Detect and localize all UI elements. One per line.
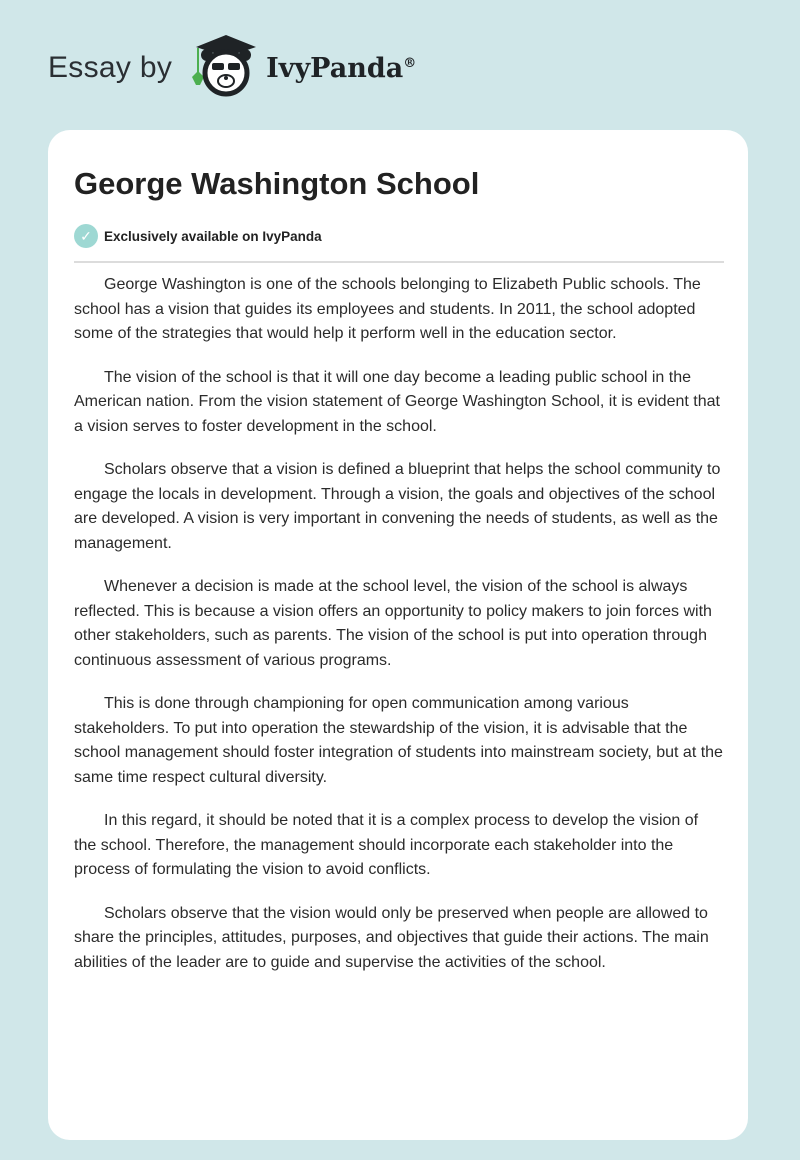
divider (74, 261, 724, 263)
brand-header (48, 38, 416, 98)
paragraph: Scholars observe that the vision would only be preserved when people are allowed to share the principles, attitudes, purposes, and objectives that guide their actions. The main abilities of the leader are to guide and supervise the activities of the school. (74, 904, 709, 971)
essay-body (74, 273, 724, 994)
badge-text: Exclusively available on IvyPanda (104, 228, 322, 244)
paragraph: This is done through championing for open communication among various stakeholders. To put into operation the stewardship of the vision, it is advisable that the school management should foster integration of students into mainstream society, but at the same time respect cultural diversity. (74, 695, 723, 786)
check-icon: ✓ (74, 224, 98, 248)
paragraph: Scholars observe that a vision is defined a blueprint that helps the school community to engage the locals in development. Through a vision, the goals and objectives of the school are developed. A vision is very important in convening the needs of students, as well as the management. (74, 461, 721, 552)
paragraph: In this regard, it should be noted that it is a complex process to develop the vision of the school. Therefore, the management should incorporate each stakeholder into the process of formulating the vision to avoid conflicts. (74, 812, 699, 878)
brand-text: IvyPanda (266, 52, 404, 84)
exclusive-badge (74, 224, 322, 248)
essay-by-label: Essay by (48, 51, 173, 84)
essay-card (48, 130, 748, 1140)
paragraph: The vision of the school is that it will one day become a leading public school in the American nation. From the vision statement of George Washington School, it is evident that a vision serves to foster development in the school. (74, 368, 720, 435)
brand-name[interactable] (266, 53, 416, 84)
registered-mark: ® (403, 55, 417, 71)
paragraph: Whenever a decision is made at the school level, the vision of the school is always reflected. This is because a vision offers an opportunity to policy makers to join forces with other stakeholders, such as parents. The vision of the school is put into operation through continuous assessment of various programs. (74, 578, 712, 669)
panda-logo-icon[interactable] (190, 33, 258, 104)
paragraph: George Washington is one of the schools belonging to Elizabeth Public schools. The school has a vision that guides its employees and students. In 2011, the school adopted some of the strategies that would help it perform well in the education sector. (74, 276, 701, 342)
page-title: George Washington School (74, 166, 480, 201)
